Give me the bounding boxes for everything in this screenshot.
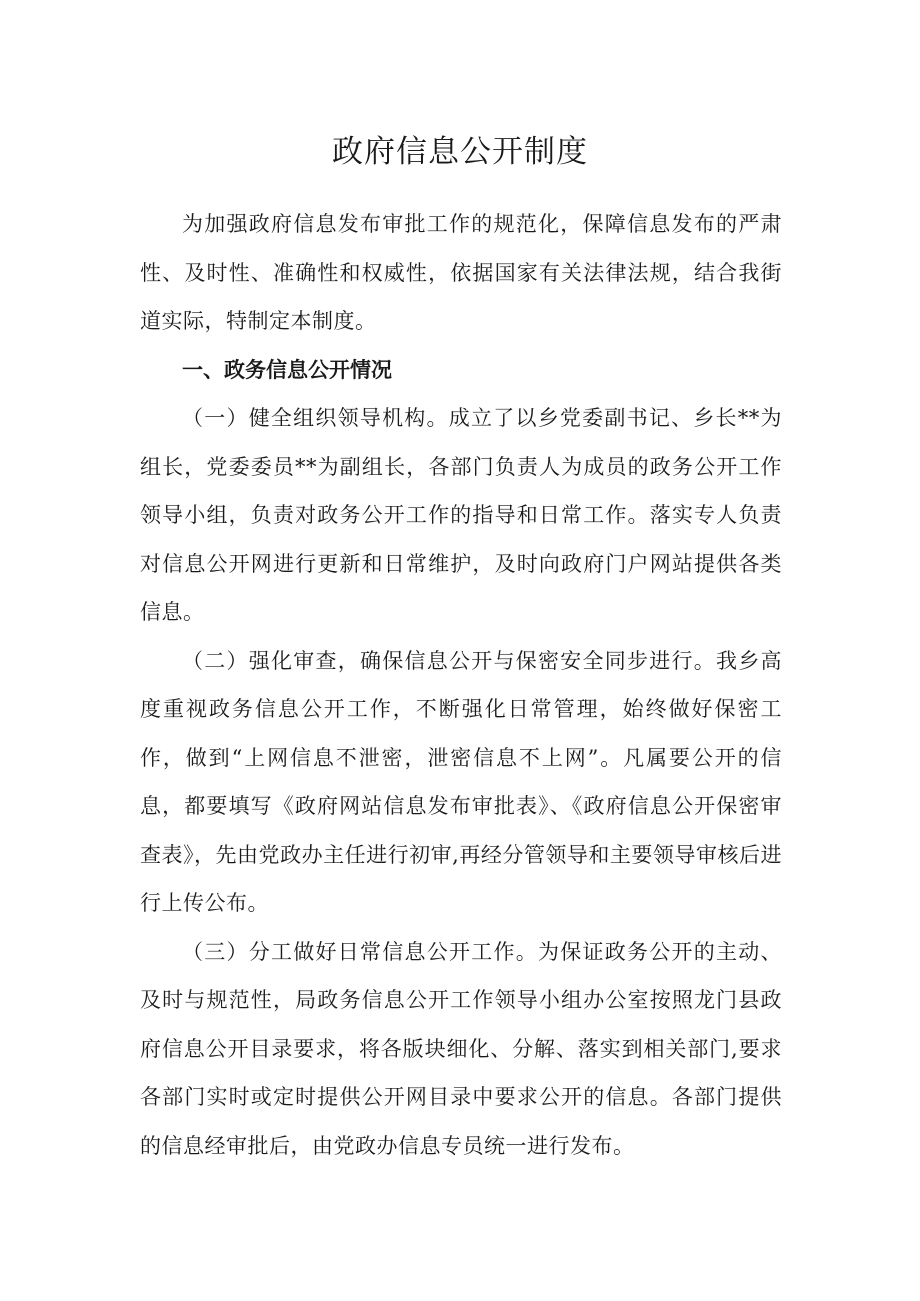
- paragraph-1: （一）健全组织领导机构。成立了以乡党委副书记、乡长**为组长，党委委员**为副组长，各部门负责人为成员的政务公开工作领导小组，负责对政务公开工作的指导和日常工作。落实专人负责对信息公开网进行更新和日常维护，及时向政府门户网站提供各类信息。: [140, 406, 782, 624]
- paragraph-2: （二）强化审查，确保信息公开与保密安全同步进行。我乡高度重视政务信息公开工作，不断强化日常管理，始终做好保密工作，做到“上网信息不泄密，泄密信息不上网”。凡属要公开的信息，都要填写《政府网站信息发布审批表》、《政府信息公开保密审查表》，先由党政办主任进行初审,再经分管领导和主要领导审核后进行上传公布。: [140, 648, 782, 915]
- document-title: 政府信息公开制度: [332, 134, 588, 170]
- document-body: [140, 200, 782, 1170]
- intro-paragraph: 为加强政府信息发布审批工作的规范化，保障信息发布的严肃性、及时性、准确性和权威性，依据国家有关法律法规，结合我街道实际，特制定本制度。: [140, 212, 782, 333]
- section-heading: 一、政务信息公开情况: [182, 357, 392, 382]
- paragraph-3: （三）分工做好日常信息公开工作。为保证政务公开的主动、及时与规范性，局政务信息公开工作领导小组办公室按照龙门县政府信息公开目录要求，将各版块细化、分解、落实到相关部门,要求各部门实时或定时提供公开网目录中要求公开的信息。各部门提供的信息经审批后，由党政办信息专员统一进行发布。: [140, 939, 782, 1158]
